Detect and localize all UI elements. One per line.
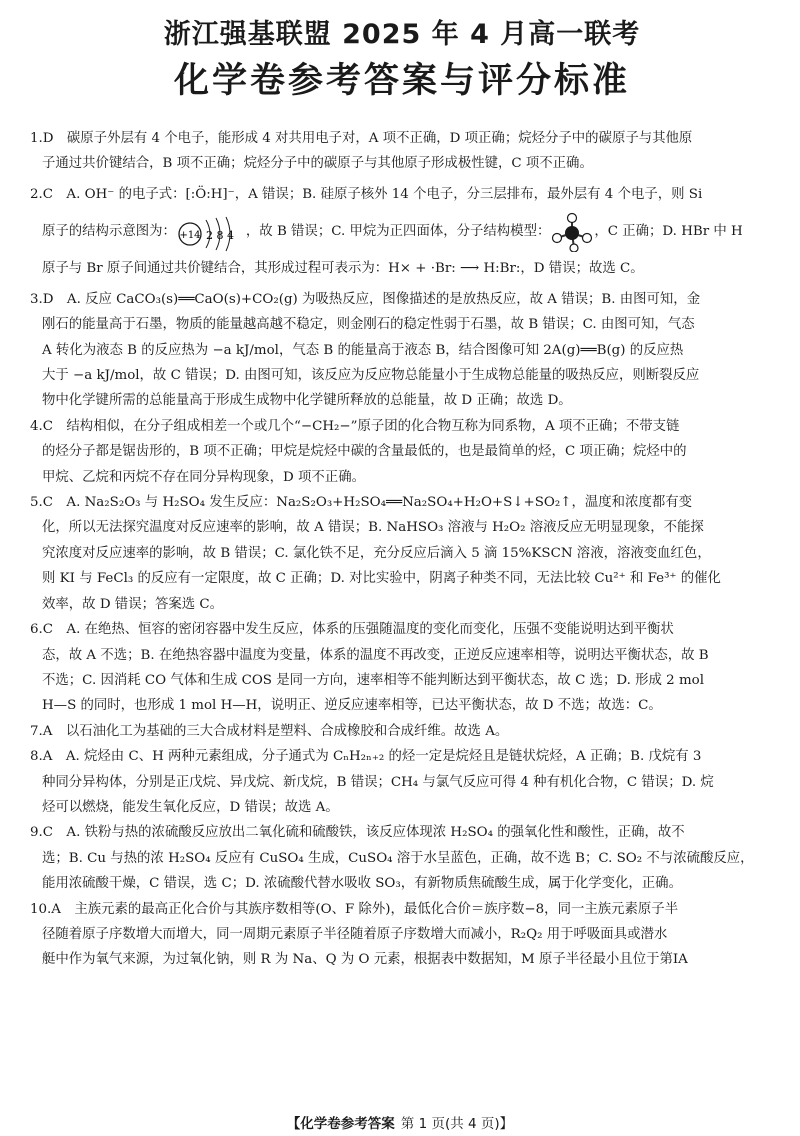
methane-ball-stick-model xyxy=(550,212,594,252)
answer-line: 7.A 以石油化工为基础的三大合成材料是塑料、合成橡胶和合成纤维。故选 A。 xyxy=(30,723,509,739)
silicon-atom-structure-diagram xyxy=(176,212,246,252)
answer-line: 10.A 主族元素的最高正化合价与其族序数相等(O、F 除外)，最低化合价＝族序数−8，同一主族元素原子半 xyxy=(30,901,679,917)
answer-line: 3.D A. 反应 CaCO₃(s)══CaO(s)+CO₂(g) 为吸热反应，图像描述的是放热反应，故 A 错误；B. 由图可知，金 xyxy=(30,291,701,307)
answer-item-1 xyxy=(30,126,774,177)
answer-line: 的烃分子都是锯齿形的，B 项不正确；甲烷是烷烃中碳的含量最低的，也是最简单的烃，C 项正确；烷烃中的 xyxy=(42,444,687,460)
answer-line: 8.A A. 烷烃由 C、H 两种元素组成，分子通式为 CₙH₂ₙ₊₂ 的烃一定是烷烃且是链状烷烃，A 正确；B. 戊烷有 3 xyxy=(30,749,702,765)
answer-line: 5.C A. Na₂S₂O₃ 与 H₂SO₄ 发生反应：Na₂S₂O₃+H₂SO₄══Na₂SO₄+H₂O+S↓+SO₂↑，温度和浓度都有变 xyxy=(30,495,693,511)
hydrogen-atom xyxy=(570,244,578,252)
answer-line: 能用浓硫酸干燥，C 错误，选 C；D. 浓硫酸代替水吸收 SO₃，有新物质焦硫酸生成，属于化学变化，正确。 xyxy=(42,876,682,892)
answer-line: 则 KI 与 FeCl₃ 的反应有一定限度，故 C 正确；D. 对比实验中，阴离子种类不同，无法比较 Cu²⁺ 和 Fe³⁺ 的催化 xyxy=(42,571,721,587)
answer-line: 效率，故 D 错误；答案选 C。 xyxy=(42,596,224,612)
answer-item-4 xyxy=(30,414,774,490)
footer-label: 【化学卷参考答案 xyxy=(286,1116,395,1132)
answer-line: 甲烷、乙烷和丙烷不存在同分异构现象，D 项不正确。 xyxy=(42,469,365,485)
answer-line: 究浓度对反应速率的影响，故 B 错误；C. 氯化铁不足，充分反应后滴入 5 滴 15%KSCN 溶液，溶液变血红色， xyxy=(42,545,711,561)
answer-text: ，C 正确；D. HBr 中 H xyxy=(594,223,743,239)
answer-line: 6.C A. 在绝热、恒容的密闭容器中发生反应，体系的压强随温度的变化而变化，压强不变能说明达到平衡状 xyxy=(30,622,674,638)
answer-line-with-figures xyxy=(30,211,774,253)
document-title: 化学卷参考答案与评分标准 xyxy=(173,61,630,101)
answer-line: 不选；C. 因消耗 CO 气体和生成 COS 是同一方向，速率相等不能判断达到平衡状态，故 C 选；D. 形成 2 mol xyxy=(42,672,704,688)
answer-list xyxy=(30,126,774,973)
answer-line: 大于 −a kJ/mol，故 C 错误；D. 由图可知，该反应为反应物总能量小于生成物总能量的吸热反应，则断裂反应 xyxy=(42,368,700,384)
answer-line: 原子与 Br 原子间通过共价键结合，其形成过程可表示为：H× + ·Br: ⟶ H:Br:，D 错误；故选 C。 xyxy=(42,260,644,276)
answer-line: 烃可以燃烧，能发生氧化反应，D 错误；故选 A。 xyxy=(42,799,339,815)
carbon-atom xyxy=(565,226,579,240)
answer-item-8 xyxy=(30,744,774,820)
answer-item-9 xyxy=(30,820,774,896)
answer-line: 径随着原子序数增大而增大，同一周期元素原子半径随着原子序数增大而减小，R₂Q₂ 用于呼吸面具或潜水 xyxy=(42,926,668,942)
atom-nucleus-charge: +14 xyxy=(179,229,201,241)
answer-line: 选；B. Cu 与热的浓 H₂SO₄ 反应有 CuSO₄ 生成，CuSO₄ 溶于水呈蓝色，正确，故不选 B；C. SO₂ 不与浓硫酸反应， xyxy=(42,850,754,866)
hydrogen-atom xyxy=(553,233,562,242)
answer-line: 子通过共价键结合，B 项不正确；烷烃分子中的碳原子与其他原子形成极性键，C 项不正确。 xyxy=(42,156,593,172)
answer-line: 物中化学键所需的总能量高于形成生成物中化学键所释放的总能量，故 D 正确；故选 D。 xyxy=(42,393,572,409)
answer-item-10 xyxy=(30,897,774,973)
answer-line: 刚石的能量高于石墨，物质的能量越高越不稳定，则金刚石的稳定性弱于石墨，故 B 错误；C. 由图可知，气态 xyxy=(42,317,695,333)
answer-text: ，故 B 错误；C. 甲烷为正四面体，分子结构模型： xyxy=(245,223,551,239)
answer-line: 艇中作为氧气来源，为过氧化钠，则 R 为 Na、Q 为 O 元素，根据表中数据知，M 原子半径最小且位于第ⅠA xyxy=(42,952,688,968)
answer-line: 9.C A. 铁粉与热的浓硫酸反应放出二氧化硫和硫酸铁，该反应体现浓 H₂SO₄ 的强氧化性和酸性，正确，故不 xyxy=(30,825,685,841)
answer-item-3 xyxy=(30,287,774,414)
page-footer xyxy=(0,1112,800,1132)
electron-shell-counts: 2 8 4 xyxy=(205,228,234,242)
answer-text: 原子的结构示意图为： xyxy=(42,223,176,239)
answer-item-6 xyxy=(30,617,774,719)
answer-line: 2.C A. OH⁻ 的电子式：[:Ö:H]⁻，A 错误；B. 硅原子核外 14 个电子，分三层排布，最外层有 4 个电子，则 Si xyxy=(30,186,703,202)
answer-line: 4.C 结构相似，在分子组成相差一个或几个“−CH₂−”原子团的化合物互称为同系物，A 项不正确；不带支链 xyxy=(30,418,680,434)
answer-line: H—S 的同时，也形成 1 mol H—H，说明正、逆反应速率相等，已达平衡状态，故 D 不选；故选：C。 xyxy=(42,698,662,714)
hydrogen-atom xyxy=(568,213,577,222)
answer-line: 种同分异构体，分别是正戊烷、异戊烷、新戊烷，B 错误；CH₄ 与氯气反应可得 4 种有机化合物，C 错误；D. 烷 xyxy=(42,774,714,790)
exam-title: 浙江强基联盟 2025 年 4 月高一联考 xyxy=(163,19,641,50)
answer-line: A 转化为液态 B 的反应热为 −a kJ/mol，气态 B 的能量高于液态 B，结合图像可知 2A(g)══B(g) 的反应热 xyxy=(42,342,684,358)
answer-line: 态，故 A 不选；B. 在绝热容器中温度为变量，体系的温度不再改变，正逆反应速率相等，说明达平衡状态，故 B xyxy=(42,647,709,663)
hydrogen-atom xyxy=(583,233,592,242)
answer-item-5 xyxy=(30,490,774,617)
answer-line: 1.D 碳原子外层有 4 个电子，能形成 4 对共用电子对，A 项不正确，D 项正确；烷烃分子中的碳原子与其他原 xyxy=(30,131,693,146)
page-number: 第 1 页(共 4 页)】 xyxy=(400,1116,514,1132)
answer-item-2 xyxy=(30,179,774,285)
answer-item-7 xyxy=(30,719,774,744)
answer-line: 化，所以无法探究温度对反应速率的影响，故 A 错误；B. NaHSO₃ 溶液与 H₂O₂ 溶液反应无明显现象，不能探 xyxy=(42,520,704,536)
